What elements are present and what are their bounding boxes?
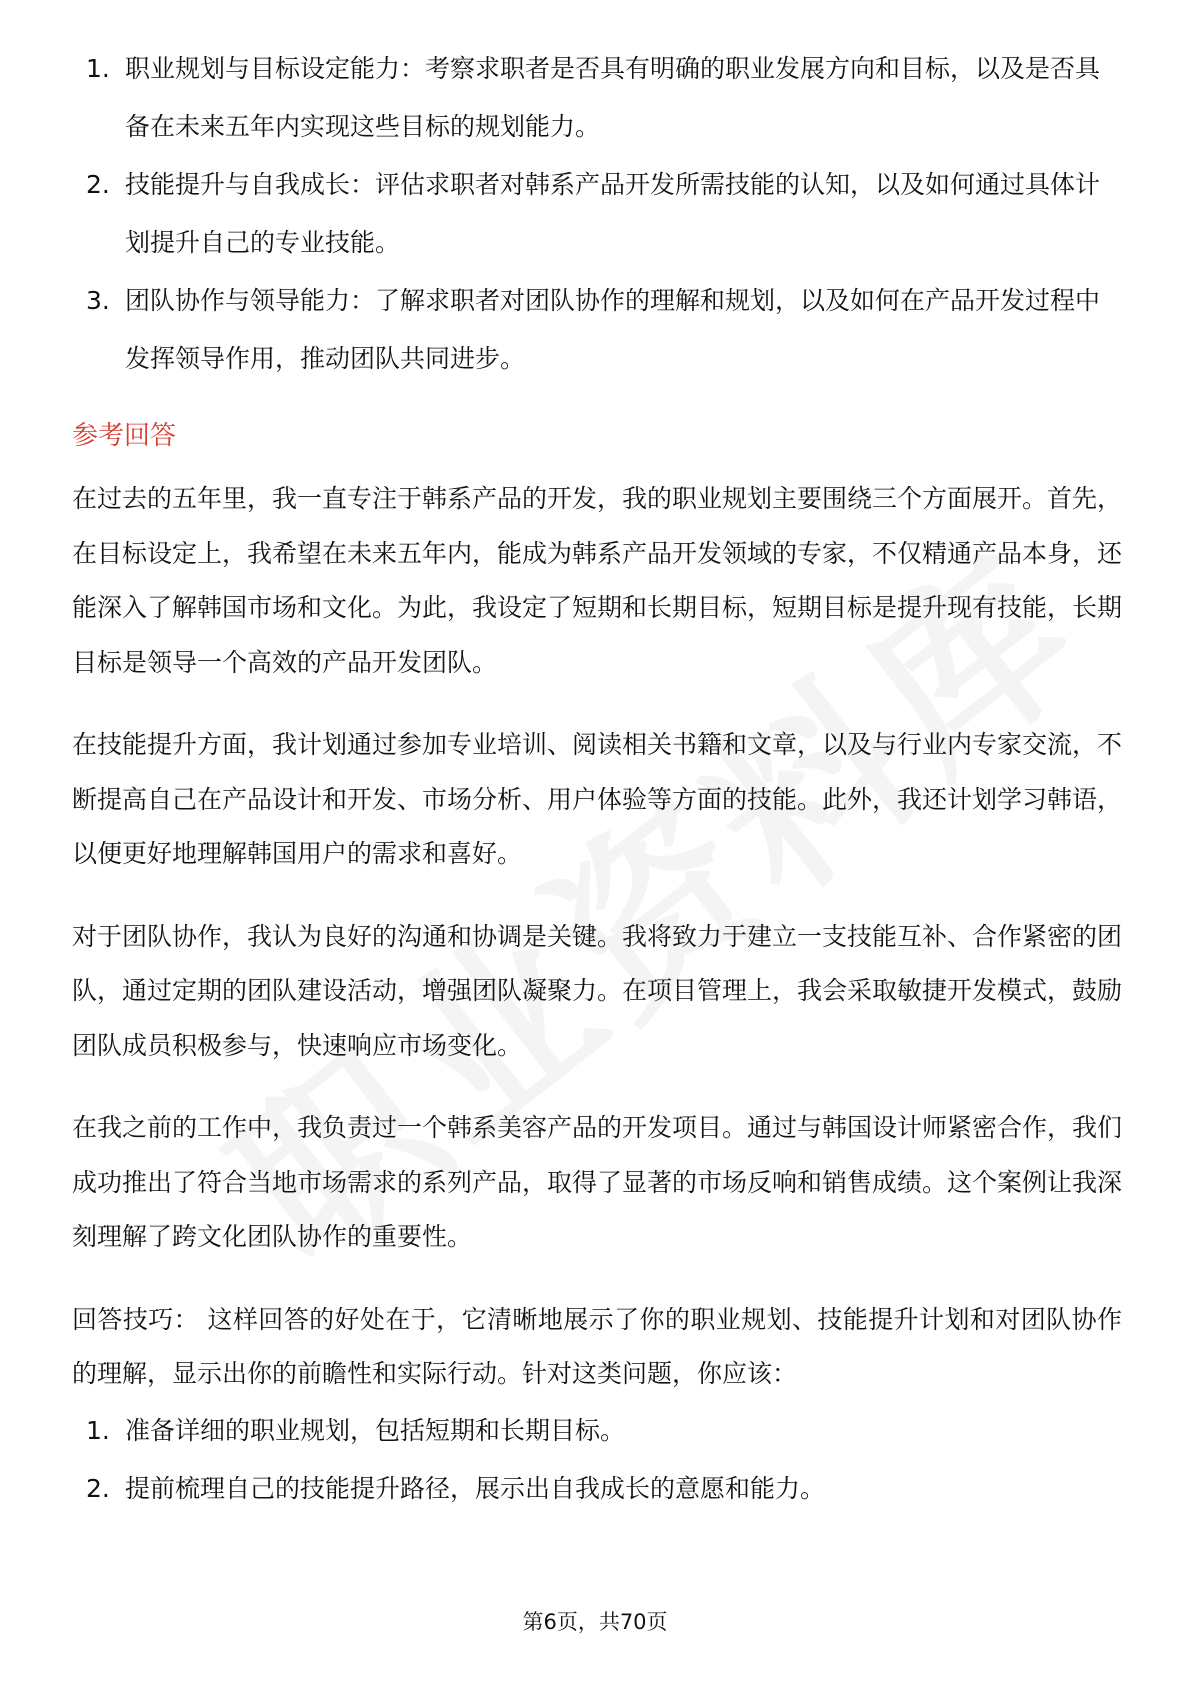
list-item-number: 2. xyxy=(86,1473,110,1503)
list-item-number: 1. xyxy=(86,54,110,83)
list-item-text: 团队协作与领导能力：了解求职者对团队协作的理解和规划，以及如何在产品开发过程中发挥领导作用，推动团队共同进步。 xyxy=(125,286,1101,373)
list-item xyxy=(72,156,1122,272)
list-item-number: 3. xyxy=(86,286,110,315)
answer-paragraph: 在我之前的工作中，我负责过一个韩系美容产品的开发项目。通过与韩国设计师紧密合作，我们成功推出了符合当地市场需求的系列产品，取得了显著的市场反响和销售成绩。这个案例让我深刻理解了跨文化团队协作的重要性。 xyxy=(72,1113,1123,1251)
list-item-number: 1. xyxy=(86,1415,110,1445)
list-item-number: 2. xyxy=(86,170,110,199)
page-footer: 第6页，共70页 xyxy=(522,1610,668,1634)
tips-list xyxy=(72,1402,1122,1518)
assessment-points-list xyxy=(72,40,1122,388)
answer-tips-paragraph: 回答技巧： 这样回答的好处在于，它清晰地展示了你的职业规划、技能提升计划和对团队协作的理解，显示出你的前瞻性和实际行动。针对这类问题，你应该： xyxy=(72,1304,1122,1388)
reference-answer-heading: 参考回答 xyxy=(72,421,177,451)
list-item-text: 技能提升与自我成长：评估求职者对韩系产品开发所需技能的认知，以及如何通过具体计划提升自己的专业技能。 xyxy=(125,170,1101,257)
answer-paragraph: 对于团队协作，我认为良好的沟通和协调是关键。我将致力于建立一支技能互补、合作紧密的团队，通过定期的团队建设活动，增强团队凝聚力。在项目管理上，我会采取敏捷开发模式，鼓励团队成员积极参与，快速响应市场变化。 xyxy=(72,921,1123,1060)
list-item-text: 职业规划与目标设定能力：考察求职者是否具有明确的职业发展方向和目标，以及是否具备在未来五年内实现这些目标的规划能力。 xyxy=(125,54,1101,141)
answer-paragraph: 在技能提升方面，我计划通过参加专业培训、阅读相关书籍和文章，以及与行业内专家交流，不断提高自己在产品设计和开发、市场分析、用户体验等方面的技能。此外，我还计划学习韩语，以便更好地理解韩国用户的需求和喜好。 xyxy=(72,730,1123,868)
list-item xyxy=(72,272,1122,388)
answer-paragraph: 在过去的五年里，我一直专注于韩系产品的开发，我的职业规划主要围绕三个方面展开。首先，在目标设定上，我希望在未来五年内，能成为韩系产品开发领域的专家，不仅精通产品本身，还能深入了解韩国市场和文化。为此，我设定了短期和长期目标，短期目标是提升现有技能，长期目标是领导一个高效的产品开发团队。 xyxy=(72,484,1123,677)
list-item-text: 提前梳理自己的技能提升路径，展示出自我成长的意愿和能力。 xyxy=(125,1473,826,1503)
list-item-text: 准备详细的职业规划，包括短期和长期目标。 xyxy=(125,1415,626,1445)
page-content xyxy=(72,40,1122,1518)
list-item xyxy=(72,40,1122,156)
list-item xyxy=(72,1402,1122,1460)
list-item xyxy=(72,1460,1122,1518)
